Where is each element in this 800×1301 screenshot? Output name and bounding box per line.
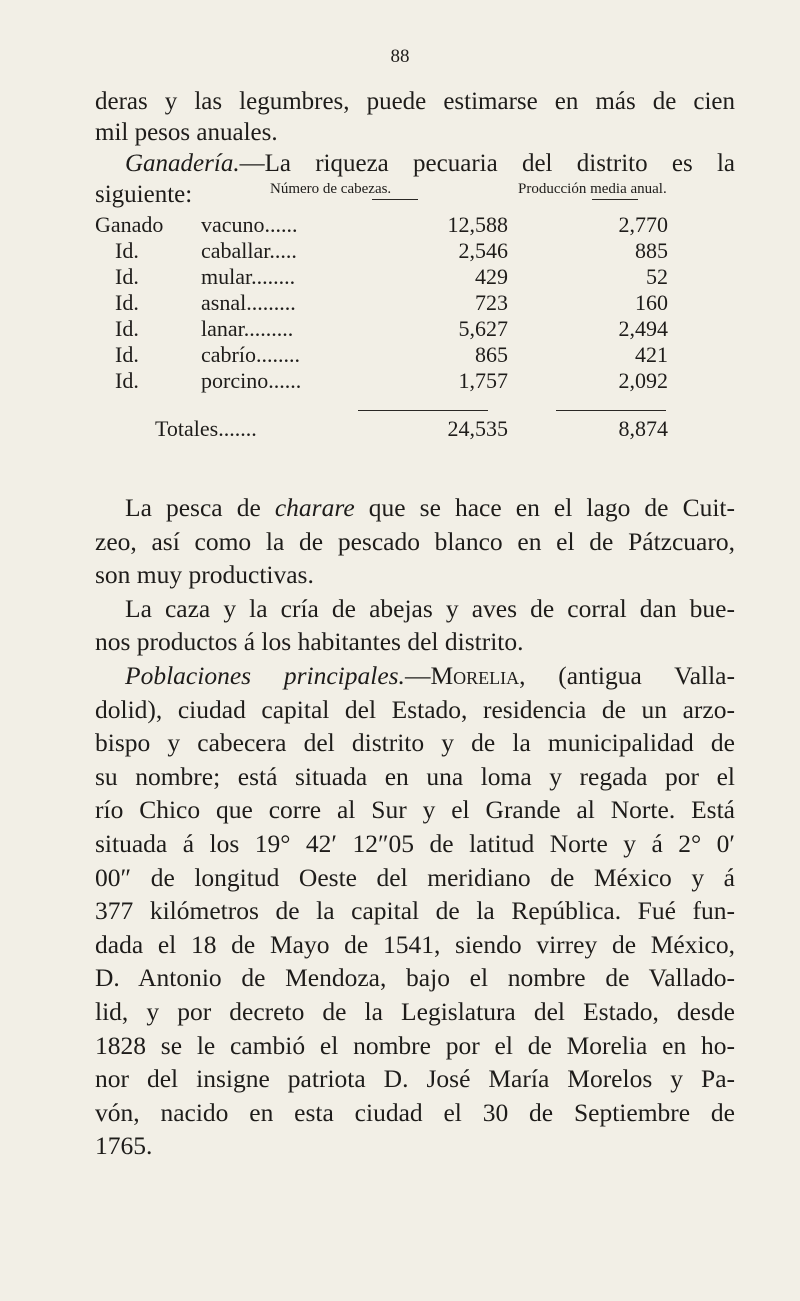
- text-line: [95, 491, 735, 525]
- total-cabezas: 24,535: [447, 416, 508, 441]
- row-id-label: Id.: [115, 238, 139, 263]
- totals-row: [95, 416, 735, 442]
- totals-label: Totales.......: [155, 416, 257, 441]
- text-line: 1765.: [95, 1131, 153, 1161]
- row-id-label: Id.: [115, 264, 139, 289]
- cell-cabezas: 865: [475, 342, 508, 367]
- ganaderia-lead-text: —La riqueza pecuaria del distrito es la: [239, 150, 735, 177]
- row-kind: mular........: [201, 264, 296, 289]
- text-line: nor del insigne patriota D. José María Morelos y Pa-: [95, 1064, 735, 1094]
- text-line: nos productos á los habitantes del distrito.: [95, 627, 524, 657]
- body-text: [95, 491, 735, 1163]
- cell-produccion: 160: [635, 290, 668, 315]
- cell-produccion: 421: [635, 342, 668, 367]
- cell-produccion: 2,092: [618, 368, 668, 393]
- text-line: dolid), ciudad capital del Estado, residencia de un arzo-: [95, 694, 735, 724]
- row-group-label: Ganado: [95, 212, 164, 237]
- row-kind: porcino......: [201, 368, 302, 393]
- text-line: siguiente:: [95, 181, 193, 208]
- cell-produccion: 885: [635, 238, 668, 263]
- text-line: 377 kilómetros de la capital de la República. Fué fun-: [95, 896, 735, 926]
- text-line: mil pesos anuales.: [95, 119, 278, 146]
- cell-produccion: 2,494: [618, 316, 668, 341]
- table-row: [95, 264, 735, 290]
- text-line: dada el 18 de Mayo de 1541, siendo virrey de México,: [95, 929, 735, 959]
- column-header-produccion: Producción media anual.: [518, 181, 667, 197]
- row-id-label: Id.: [115, 342, 139, 367]
- row-kind: vacuno......: [201, 212, 298, 237]
- cell-cabezas: 2,546: [458, 238, 508, 263]
- text-line: D. Antonio de Mendoza, bajo el nombre de Vallado-: [95, 963, 735, 993]
- cell-cabezas: 12,588: [447, 212, 508, 237]
- table-row: [95, 238, 735, 264]
- text-fragment: , (antigua Valla-: [519, 660, 735, 690]
- text-line: su nombre; está situada en una loma y regada por el: [95, 761, 735, 791]
- text-line: deras y las legumbres, puede estimarse en más de cien: [95, 88, 735, 115]
- text-line: [95, 659, 735, 693]
- text-line: La caza y la cría de abejas y aves de corral dan bue-: [125, 593, 735, 623]
- poblaciones-heading: Poblaciones principales.: [125, 660, 405, 690]
- total-produccion: 8,874: [618, 416, 668, 441]
- row-kind: lanar.........: [201, 316, 294, 341]
- totals-rule-cabezas: [358, 410, 488, 411]
- cell-cabezas: 429: [475, 264, 508, 289]
- cell-cabezas: 1,757: [458, 368, 508, 393]
- column-header-cabezas: Número de cabezas.: [270, 181, 392, 197]
- cell-produccion: 52: [646, 264, 668, 289]
- text-fragment: —: [404, 660, 431, 690]
- text-line: vón, nacido en esta ciudad el 30 de Septiembre de: [95, 1097, 735, 1127]
- ganaderia-heading: Ganadería.: [125, 150, 240, 177]
- cell-cabezas: 5,627: [458, 316, 508, 341]
- row-kind: asnal.........: [201, 290, 296, 315]
- cell-cabezas: 723: [475, 290, 508, 315]
- totals-rule-produccion: [556, 410, 666, 411]
- row-id-label: Id.: [115, 290, 139, 315]
- text-line: 00″ de longitud Oeste del meridiano de México y á: [95, 862, 735, 892]
- text-line: lid, y por decreto de la Legislatura del Estado, desde: [95, 996, 735, 1026]
- text-line: son muy productivas.: [95, 560, 314, 590]
- text-line: situada á los 19° 42′ 12″05 de latitud Norte y á 2° 0′: [95, 828, 735, 858]
- livestock-table: [95, 212, 735, 442]
- table-row: [95, 212, 735, 238]
- text-line: río Chico que corre al Sur y el Grande al Norte. Está: [95, 795, 735, 825]
- cell-produccion: 2,770: [618, 212, 668, 237]
- ganaderia-lead-line: [95, 148, 735, 179]
- text-line: zeo, así como la de pescado blanco en el de Pátzcuaro,: [95, 526, 735, 556]
- table-row: [95, 316, 735, 342]
- header-rule-produccion: [592, 199, 638, 200]
- table-row: [95, 342, 735, 368]
- text-line: bispo y cabecera del distrito y de la municipalidad de: [95, 728, 735, 758]
- row-kind: cabrío........: [201, 342, 300, 367]
- charare-term: charare: [274, 493, 355, 522]
- table-row: [95, 368, 735, 394]
- page-number: 88: [390, 46, 410, 67]
- row-id-label: Id.: [115, 368, 139, 393]
- header-rule-cabezas: [372, 199, 418, 200]
- table-row: [95, 290, 735, 316]
- text-fragment: La pesca de: [125, 493, 275, 522]
- text-fragment: que se hace en el lago de Cuit-: [354, 493, 735, 522]
- text-line: 1828 se le cambió el nombre por el de Morelia en ho-: [95, 1030, 735, 1060]
- city-name: Morelia: [430, 660, 520, 690]
- row-kind: caballar.....: [201, 238, 297, 263]
- row-id-label: Id.: [115, 316, 139, 341]
